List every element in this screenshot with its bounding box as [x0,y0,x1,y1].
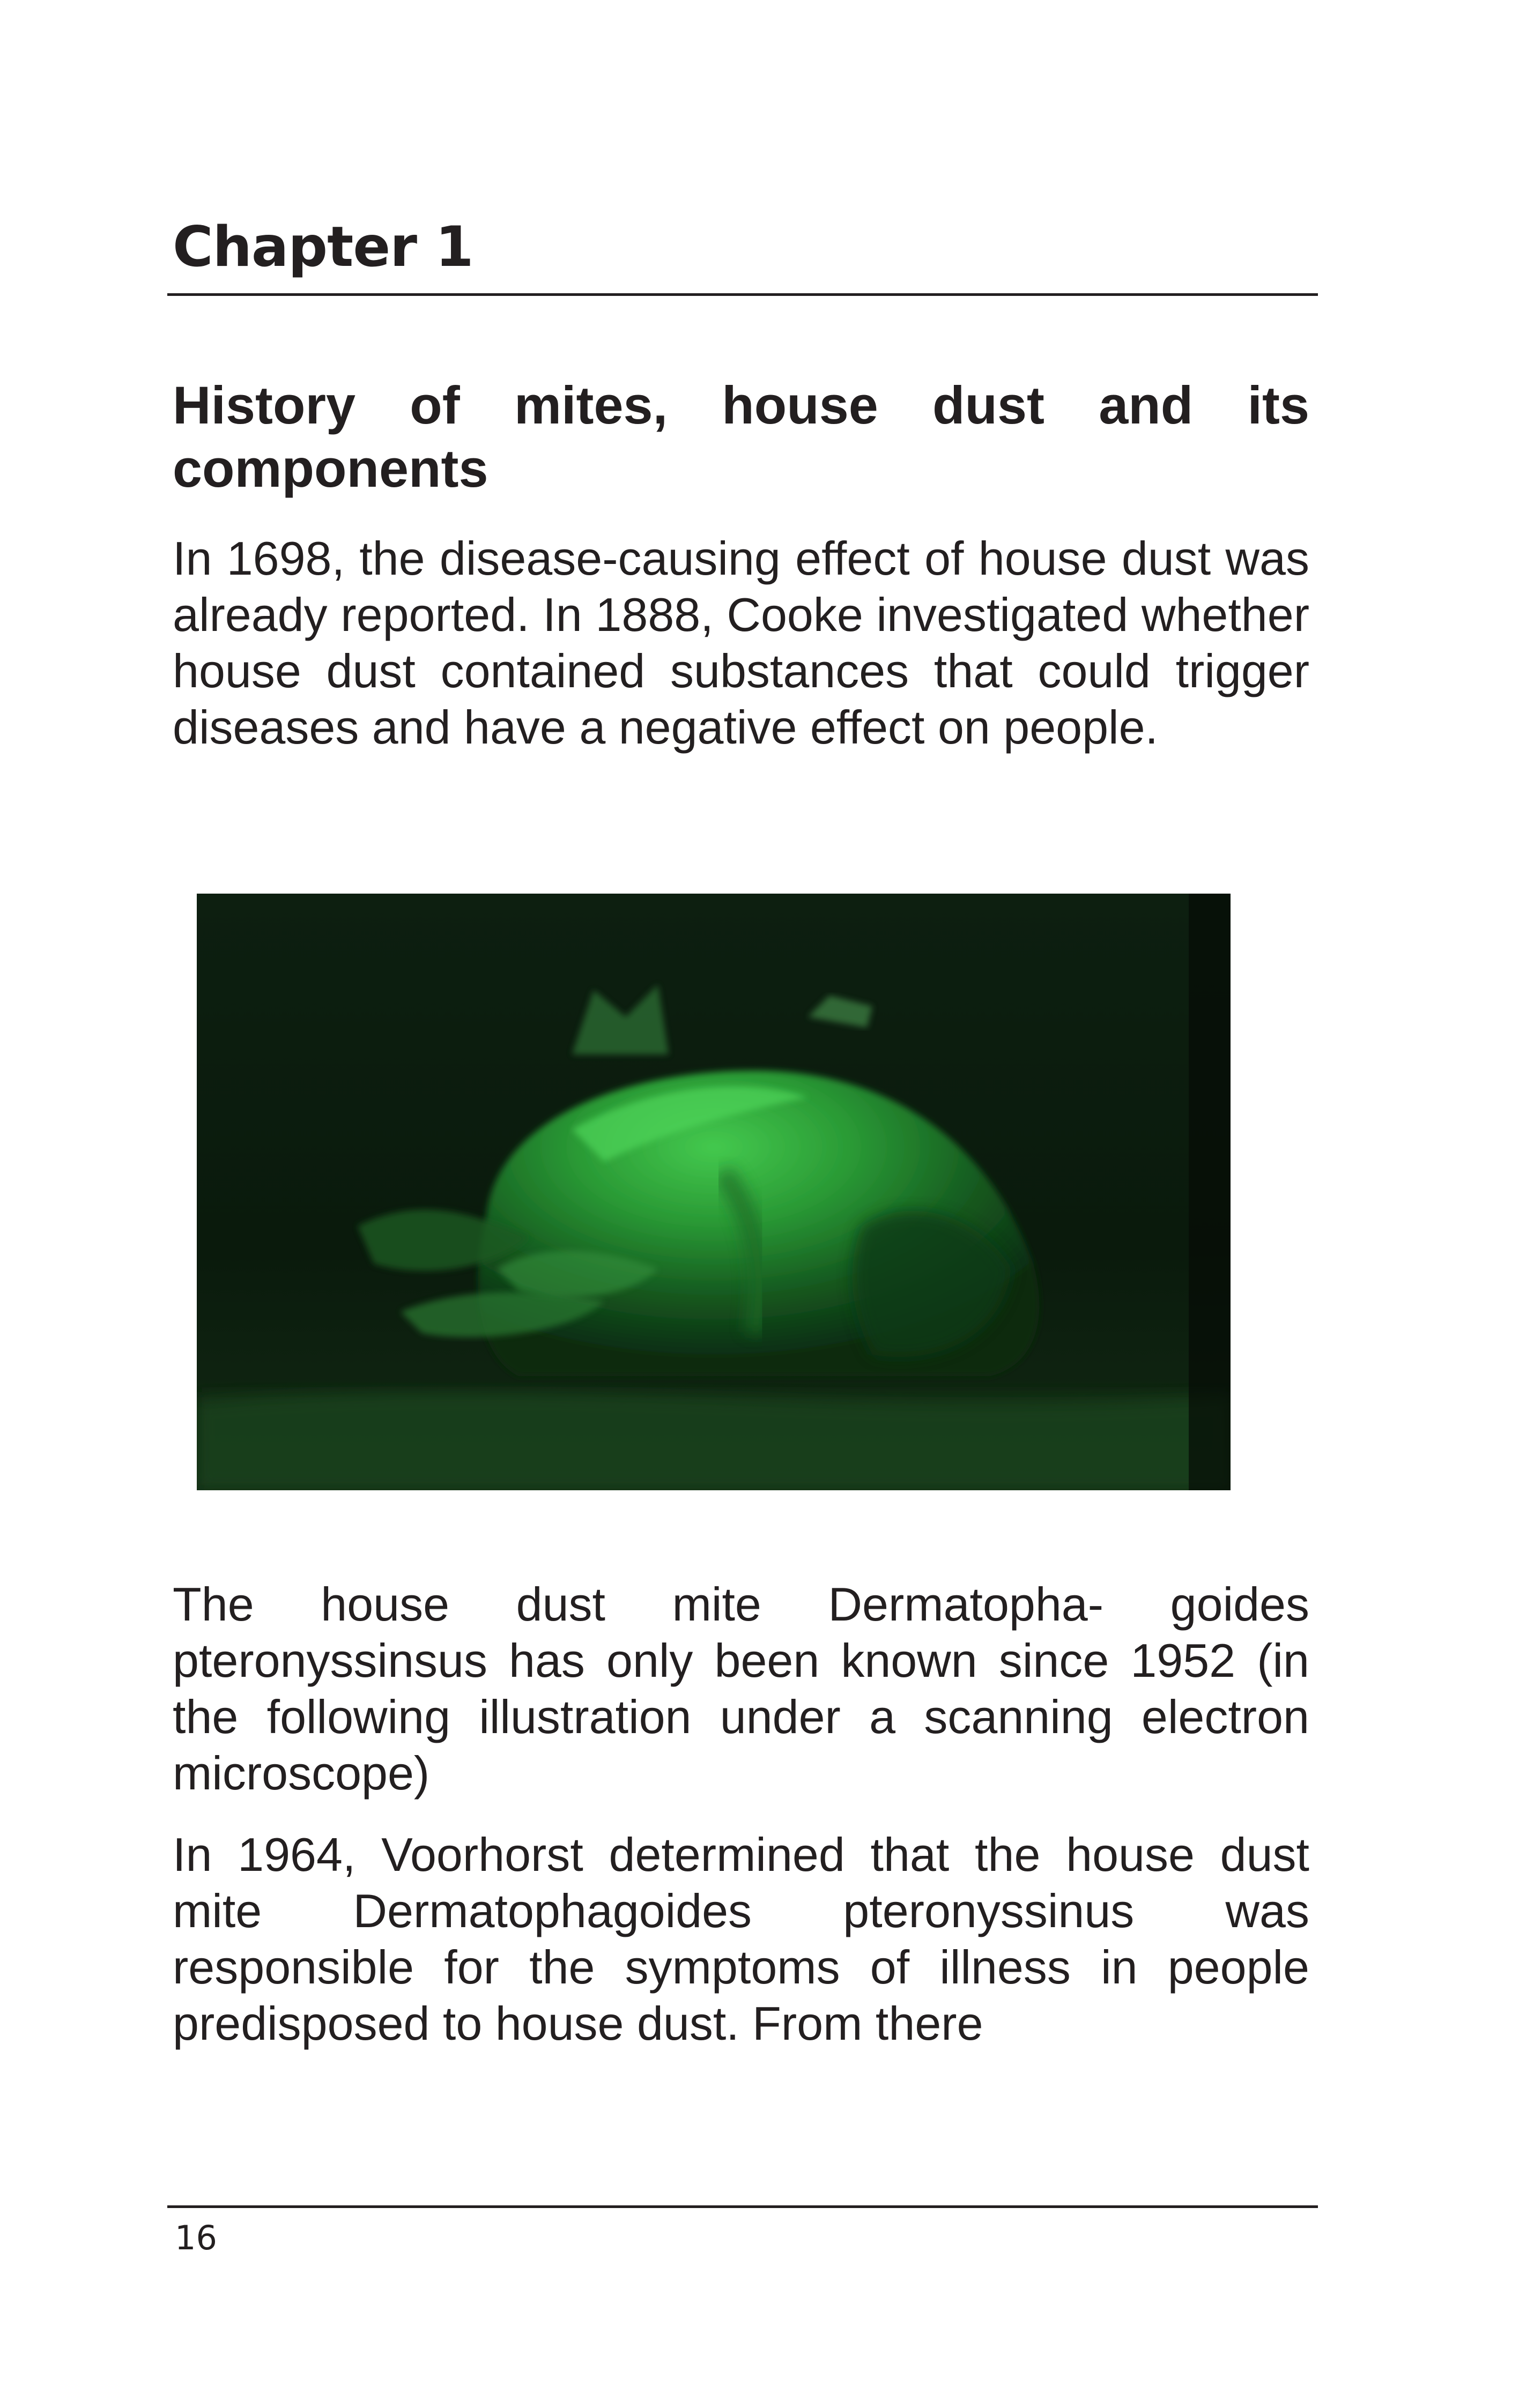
page-number: 16 [175,2218,217,2257]
chapter-heading: Chapter 1 [173,215,473,279]
paragraph-3: In 1964, Voorhorst determined that the house dust mite Dermatophagoides pteronyssinus was responsible for the symptoms of illness in people predisposed to house dust. From there [173,1828,1309,2050]
paragraph-2: The house dust mite Dermatopha- goides pteronyssinsus has only been known since 1952 (in the following illustration under a scanning electron microscope) [173,1578,1309,1800]
paragraph-1: In 1698, the disease-causing effect of house dust was already reported. In 1888, Cooke investigated whether house dust contained substances that could trigger diseases and have a negative effect on people. [173,532,1309,754]
footer-divider [167,2205,1318,2208]
house-dust-mite-micrograph [197,894,1231,1490]
section-title: History of mites, house dust and its components [173,375,1309,498]
header-divider [167,293,1318,296]
